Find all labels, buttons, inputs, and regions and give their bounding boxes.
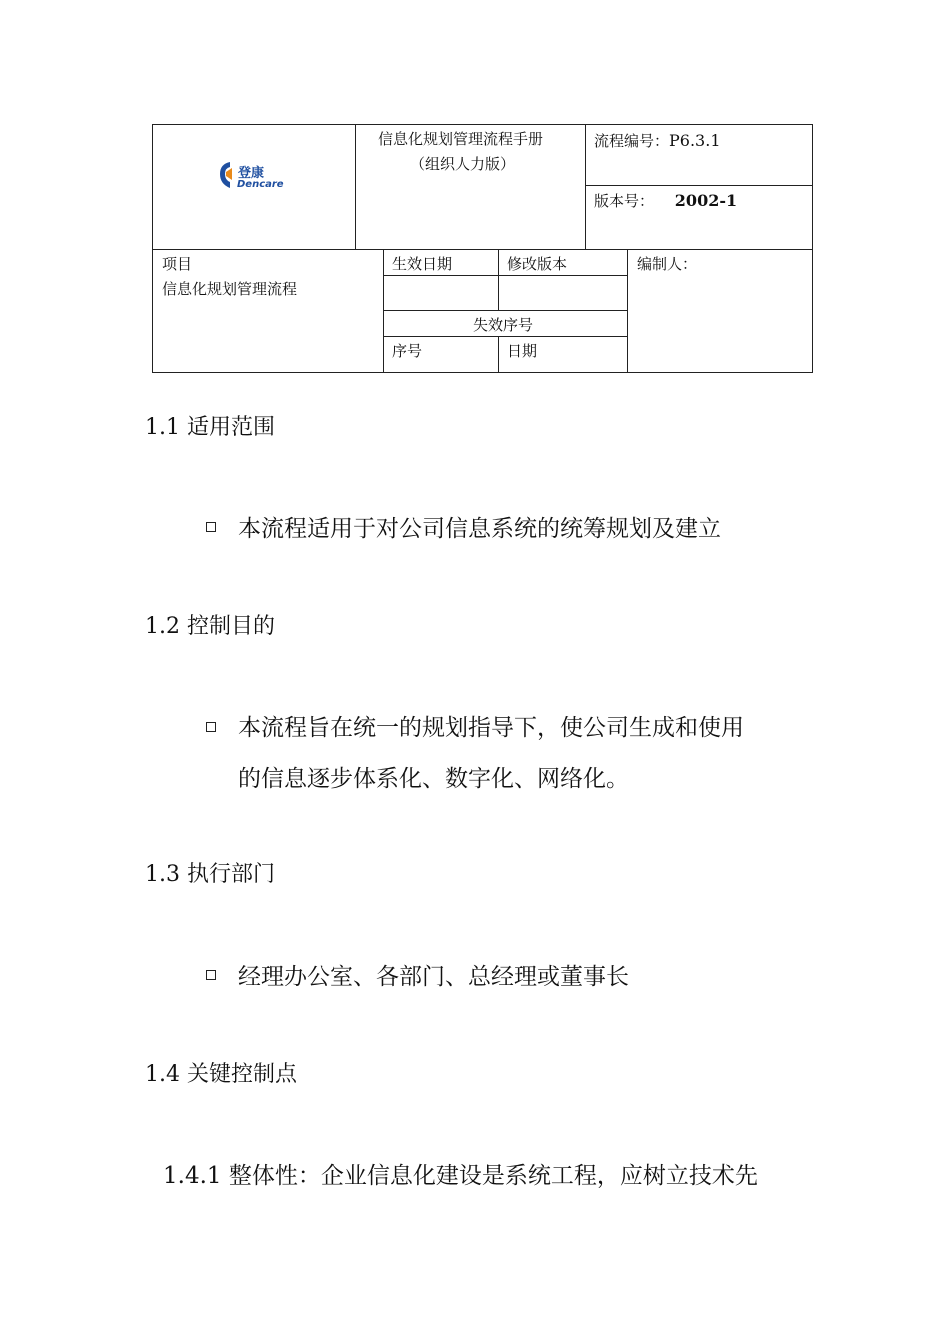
version-field bbox=[594, 191, 737, 210]
table-border-right bbox=[812, 124, 813, 373]
table-line bbox=[383, 336, 627, 337]
subsection-text: 1.4.1 整体性：企业信息化建设是系统工程，应树立技术先 bbox=[163, 1163, 758, 1189]
manual-title: 信息化规划管理流程手册 bbox=[378, 130, 544, 148]
table-line bbox=[383, 310, 627, 311]
table-line bbox=[627, 249, 628, 373]
square-bullet-icon bbox=[206, 722, 216, 732]
table-line bbox=[152, 249, 813, 250]
item-label: 项目 bbox=[162, 255, 193, 273]
editor-label: 编制人： bbox=[637, 255, 698, 273]
table-border-bottom bbox=[152, 372, 813, 373]
manual-subtitle: （组织人力版） bbox=[410, 155, 516, 173]
sequence-label: 序号 bbox=[392, 342, 423, 360]
item-value: 信息化规划管理流程 bbox=[162, 280, 298, 298]
logo-subtext: Dencare bbox=[237, 179, 284, 190]
table-line bbox=[383, 249, 384, 373]
section-text-purpose-line2: 的信息逐步体系化、数字化、网络化。 bbox=[238, 766, 629, 792]
revision-label: 修改版本 bbox=[507, 255, 568, 273]
version-label: 版本号： bbox=[594, 192, 655, 210]
table-line bbox=[585, 124, 586, 250]
section-text-purpose-line1: 本流程旨在统一的规划指导下，使公司生成和使用 bbox=[238, 715, 744, 741]
logo-text: 登康 bbox=[238, 166, 265, 181]
table-line bbox=[383, 275, 627, 276]
expiry-number-label: 失效序号 bbox=[473, 316, 534, 334]
table-line bbox=[355, 124, 356, 250]
process-number-label: 流程编号： bbox=[594, 132, 670, 150]
section-text-departments: 经理办公室、各部门、总经理或董事长 bbox=[238, 964, 629, 990]
table-border-top bbox=[152, 124, 813, 125]
version-value: 2002-1 bbox=[674, 191, 738, 210]
square-bullet-icon bbox=[206, 522, 216, 532]
table-border-left bbox=[152, 124, 153, 373]
process-number-value: P6.3.1 bbox=[669, 131, 721, 150]
process-number-field bbox=[594, 131, 721, 150]
square-bullet-icon bbox=[206, 970, 216, 980]
section-text-scope: 本流程适用于对公司信息系统的统筹规划及建立 bbox=[238, 516, 721, 542]
company-logo bbox=[216, 158, 284, 194]
table-line bbox=[498, 249, 499, 311]
section-heading-departments: 1.3 执行部门 bbox=[145, 862, 275, 887]
section-heading-control-points: 1.4 关键控制点 bbox=[145, 1062, 297, 1087]
table-line bbox=[585, 185, 813, 186]
table-line bbox=[498, 336, 499, 373]
section-heading-scope: 1.1 适用范围 bbox=[145, 415, 275, 440]
section-heading-purpose: 1.2 控制目的 bbox=[145, 614, 275, 639]
effective-date-label: 生效日期 bbox=[392, 255, 453, 273]
date-label: 日期 bbox=[507, 342, 538, 360]
